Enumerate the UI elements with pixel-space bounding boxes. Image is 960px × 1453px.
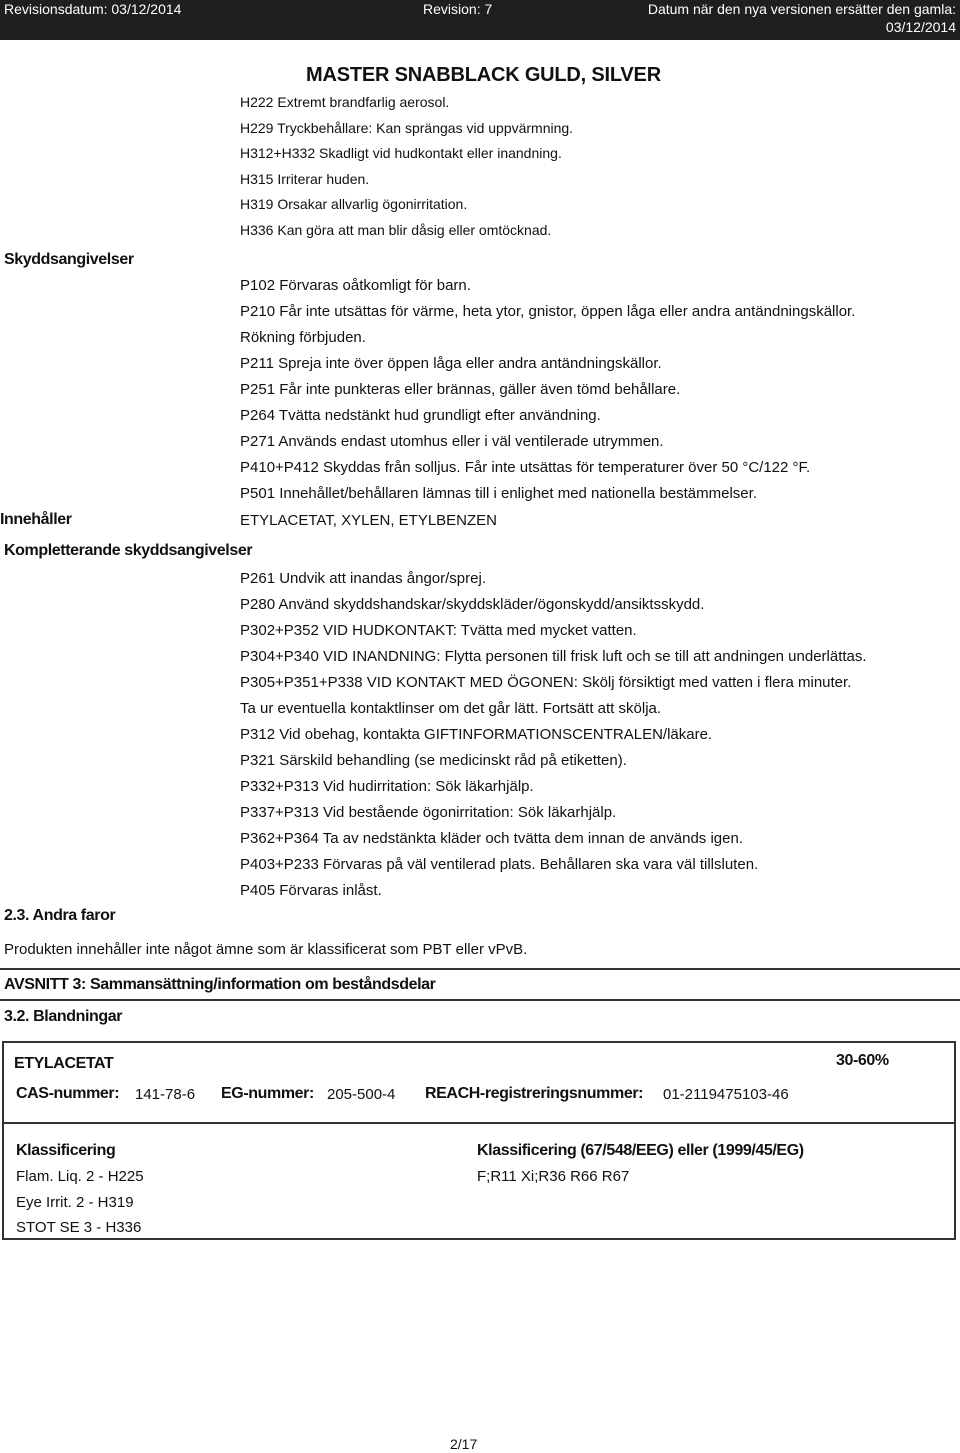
classification-label: Klassificering	[16, 1142, 116, 1159]
precautionary-statement: P210 Får inte utsättas för värme, heta ytor, gnistor, öppen låga eller andra antändningskällor.	[240, 303, 856, 320]
classification-old-label: Klassificering (67/548/EEG) eller (1999/45/EG)	[477, 1142, 804, 1159]
other-hazards-heading: 2.3. Andra faror	[4, 907, 116, 924]
page-header	[0, 0, 960, 40]
eg-label: EG-nummer:	[221, 1085, 314, 1102]
precautionary-statement: P102 Förvaras oåtkomligt för barn.	[240, 277, 471, 294]
hazard-statement: H229 Tryckbehållare: Kan sprängas vid uppvärmning.	[240, 119, 574, 136]
supplementary-statements	[240, 568, 867, 906]
supplementary-statement: Ta ur eventuella kontaktlinser om det går lätt. Fortsätt att skölja.	[240, 700, 662, 717]
section3-heading: AVSNITT 3: Sammansättning/information om beståndsdelar	[4, 976, 436, 993]
substance-name: ETYLACETAT	[14, 1055, 114, 1072]
supplementary-statement: P321 Särskild behandling (se medicinskt råd på etiketten).	[240, 752, 627, 769]
supplementary-statement: P403+P233 Förvaras på väl ventilerad plats. Behållaren ska vara väl tillsluten.	[240, 856, 759, 873]
classification-old-value: F;R11 Xi;R36 R66 R67	[477, 1168, 630, 1185]
card-divider	[4, 1122, 954, 1124]
revision-number: Revision: 7	[423, 1, 493, 17]
contains-label: Innehåller	[0, 511, 72, 528]
hazard-statement: H315 Irriterar huden.	[240, 170, 370, 187]
hazard-statement: H222 Extremt brandfarlig aerosol.	[240, 94, 450, 110]
contains-value: ETYLACETAT, XYLEN, ETYLBENZEN	[240, 512, 498, 529]
precautionary-statement: P501 Innehållet/behållaren lämnas till i enlighet med nationella bestämmelser.	[240, 485, 757, 502]
substance-card	[2, 1041, 956, 1240]
revision-date: Revisionsdatum: 03/12/2014	[4, 1, 182, 17]
supplementary-label: Kompletterande skyddsangivelser	[4, 542, 253, 559]
mixtures-heading: 3.2. Blandningar	[4, 1008, 123, 1025]
hazard-statement: H336 Kan göra att man blir dåsig eller omtöcknad.	[240, 221, 552, 238]
supplementary-statement: P280 Använd skyddshandskar/skyddskläder/ögonskydd/ansiktsskydd.	[240, 596, 705, 613]
supplementary-statement: P337+P313 Vid bestående ögonirritation: Sök läkarhjälp.	[240, 804, 617, 821]
precautionary-statements	[240, 275, 855, 509]
section-divider	[0, 999, 960, 1001]
precautionary-statement: Rökning förbjuden.	[240, 329, 366, 346]
supplementary-statement: P261 Undvik att inandas ångor/sprej.	[240, 570, 486, 587]
cas-label: CAS-nummer:	[16, 1085, 120, 1102]
precautionary-label: Skyddsangivelser	[4, 251, 134, 268]
hazard-statement: H319 Orsakar allvarlig ögonirritation.	[240, 196, 468, 212]
replaces-label: Datum när den nya versionen ersätter den gamla:	[647, 1, 956, 17]
page-number: 2/17	[450, 1436, 478, 1452]
substance-concentration: 30-60%	[836, 1052, 889, 1069]
classification-value: Eye Irrit. 2 - H319	[16, 1194, 134, 1211]
hazard-statement: H312+H332 Skadligt vid hudkontakt eller inandning.	[240, 145, 562, 161]
product-title: MASTER SNABBLACK GULD, SILVER	[306, 64, 661, 86]
supplementary-statement: P332+P313 Vid hudirritation: Sök läkarhjälp.	[240, 778, 534, 795]
precautionary-statement: P264 Tvätta nedstänkt hud grundligt efter användning.	[240, 407, 601, 424]
pbt-statement: Produkten innehåller inte något ämne som är klassificerat som PBT eller vPvB.	[4, 941, 528, 958]
eg-value: 205-500-4	[327, 1086, 396, 1103]
supplementary-statement: P405 Förvaras inlåst.	[240, 882, 382, 899]
cas-value: 141-78-6	[135, 1086, 196, 1103]
replaces-date: 03/12/2014	[885, 19, 956, 35]
supplementary-statement: P304+P340 VID INANDNING: Flytta personen till frisk luft och se till att andningen underlättas.	[240, 648, 867, 665]
precautionary-statement: P271 Används endast utomhus eller i väl ventilerade utrymmen.	[240, 433, 664, 450]
supplementary-statement: P302+P352 VID HUDKONTAKT: Tvätta med mycket vatten.	[240, 622, 637, 639]
section-divider	[0, 968, 960, 970]
classification-value: Flam. Liq. 2 - H225	[16, 1168, 144, 1185]
supplementary-statement: P312 Vid obehag, kontakta GIFTINFORMATIONSCENTRALEN/läkare.	[240, 726, 713, 743]
precautionary-statement: P251 Får inte punkteras eller brännas, gäller även tömd behållare.	[240, 381, 681, 398]
reach-label: REACH-registreringsnummer:	[425, 1085, 644, 1102]
supplementary-statement: P305+P351+P338 VID KONTAKT MED ÖGONEN: Skölj försiktigt med vatten i flera minuter.	[240, 674, 852, 691]
classification-value: STOT SE 3 - H336	[16, 1219, 142, 1236]
precautionary-statement: P211 Spreja inte över öppen låga eller andra antändningskällor.	[240, 355, 662, 372]
hazard-statements	[240, 91, 573, 244]
precautionary-statement: P410+P412 Skyddas från solljus. Får inte utsättas för temperaturer över 50 °C/122 °F.	[240, 459, 811, 476]
reach-value: 01-2119475103-46	[663, 1086, 789, 1103]
supplementary-statement: P362+P364 Ta av nedstänkta kläder och tvätta dem innan de används igen.	[240, 830, 743, 847]
